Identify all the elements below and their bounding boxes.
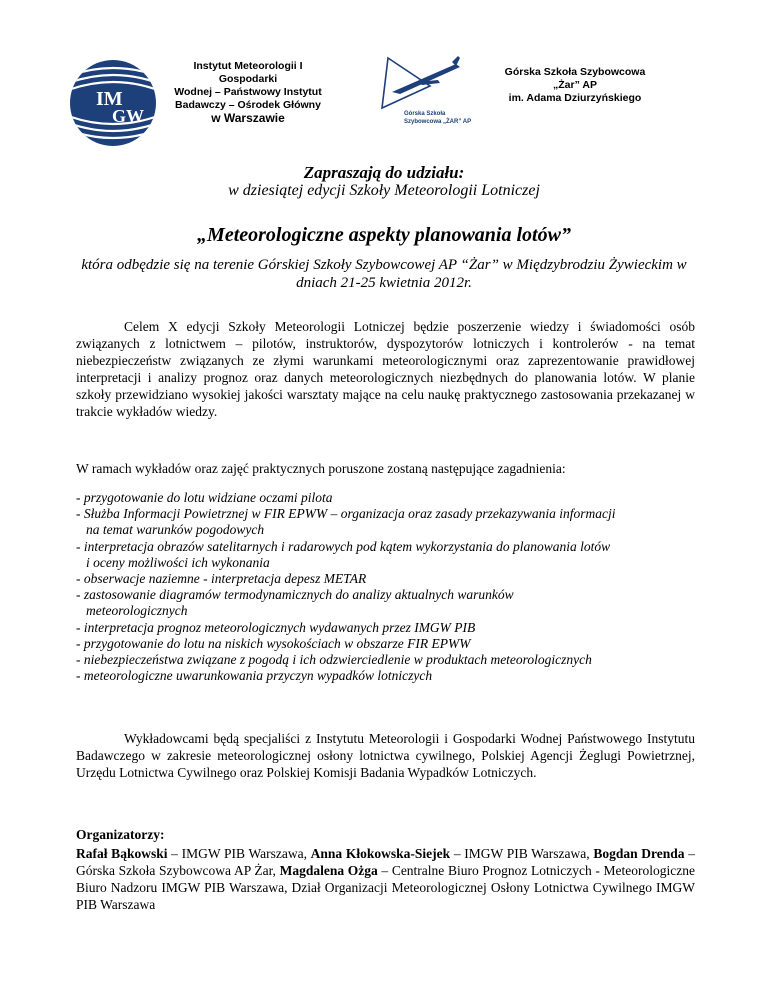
organizers-paragraph: Rafał Bąkowski – IMGW PIB Warszawa, Anna Kłokowska-Siejek – IMGW PIB Warszawa, Bogdan Drenda – Górska Szkoła Szybowcowa AP Żar, Magdalena Ożga – Centralne Biuro Prognoz Lotniczych - Meteorologiczne Biuro Nadzoru IMGW PIB Warszawa, Dział Organizacji Meteorologicznej Osłony Lotnictwa Cywilnego IMGW PIB Warszawa xyxy=(76,846,696,912)
event-title: „Meteorologiczne aspekty planowania lotów” xyxy=(197,224,571,246)
organizer-name: Rafał Bąkowski xyxy=(76,846,168,861)
glider-school-name xyxy=(485,66,665,105)
glider-school-logo-caption: Szybowcowa „ŻAR” AP xyxy=(404,119,472,125)
topic-item: - meteorologiczne uwarunkowania przyczyn wypadków lotniczych xyxy=(76,668,433,684)
imgw-institution-name xyxy=(163,60,333,125)
imgw-line: Badawczy – Ośrodek Główny xyxy=(175,99,321,111)
organizers-heading: Organizatorzy: xyxy=(76,827,165,842)
topic-item: - interpretacja prognoz meteorologicznych wydawanych przez IMGW PIB xyxy=(76,619,476,635)
imgw-logo xyxy=(68,58,158,148)
imgw-line: w Warszawie xyxy=(211,111,285,125)
topic-item: - niebezpieczeństwa związane z pogodą i ich odzwierciedlenie w produktach meteorologicznych xyxy=(76,652,592,668)
topic-item: - przygotowanie do lotu widziane oczami pilota xyxy=(76,490,333,505)
gss-line: im. Adama Dziurzyńskiego xyxy=(508,92,642,104)
goal-paragraph: Celem X edycji Szkoły Meteorologii Lotniczej będzie poszerzenie wiedzy i świadomości osób związanych z lotnictwem – pilotów, instruktorów, dyspozytorów lotniczych i kontrolerów - na temat niebezpieczeństw związanych ze złymi warunkami meteorologicznymi oraz zaprezentowanie prawidłowej interpretacji i analizy prognoz oraz danych meteorologicznych niezbędnych do planowania lotów. W planie szkoły przewidziano wysokiej jakości warsztaty mające na celu naukę praktycznego zastosowania przekazanej w trakcie wykładów wiedzy. xyxy=(76,319,695,419)
imgw-line: Instytut Meteorologii I Gospodarki xyxy=(193,60,303,85)
imgw-logo-text-bottom: GW xyxy=(112,106,145,126)
topics-intro: W ramach wykładów oraz zajęć praktycznych poruszone zostaną następujące zagadnienia: xyxy=(76,461,566,476)
imgw-line: Wodnej – Państwowy Instytut xyxy=(174,86,322,98)
imgw-logo-text-top: IM xyxy=(96,88,123,110)
glider-school-logo xyxy=(378,52,478,126)
topic-item: - Służba Informacji Powietrznej w FIR EPWW – organizacja oraz zasady przekazywania informacji na temat warunków pogodowych xyxy=(76,506,616,538)
glider-school-logo-caption: Górska Szkoła xyxy=(404,111,446,117)
gss-line: „Żar” AP xyxy=(553,79,597,91)
invitation-heading: Zapraszają do udziału: xyxy=(303,163,465,182)
event-location-date: która odbędzie się na terenie Górskiej Szkoły Szybowcowej AP “Żar” w Międzybrodziu Żywieckim w dniach 21-25 kwietnia 2012r. xyxy=(81,257,687,291)
topic-item: - przygotowanie do lotu na niskich wysokościach w obszarze FIR EPWW xyxy=(76,635,471,651)
organizer-name: Bogdan Drenda xyxy=(593,846,685,861)
lecturers-paragraph: Wykładowcami będą specjaliści z Instytutu Meteorologii i Gospodarki Wodnej Państwowego Instytutu Badawczego w zakresie meteorologicznej osłony lotnictwa cywilnego, Polskiej Agencji Żeglugi Powietrznej, Urzędu Lotnictwa Cywilnego oraz Polskiej Komisji Badania Wypadków Lotniczych. xyxy=(76,731,695,780)
organizer-name: Anna Kłokowska-Siejek xyxy=(310,846,451,861)
invitation-subheading: w dziesiątej edycji Szkoły Meteorologii Lotniczej xyxy=(228,182,540,199)
gss-line: Górska Szkoła Szybowcowa xyxy=(504,66,646,78)
topics-list xyxy=(76,490,706,684)
topic-item: - obserwacje naziemne - interpretacja depesz METAR xyxy=(76,571,367,587)
organizer-name: Magdalena Ożga xyxy=(279,863,378,878)
topic-item: - interpretacja obrazów satelitarnych i radarowych pod kątem wykorzystania do planowania lotów i oceny możliwości ich wykonania xyxy=(76,538,611,570)
topic-item: - zastosowanie diagramów termodynamicznych do analizy aktualnych warunków meteorologicznych xyxy=(76,587,514,619)
